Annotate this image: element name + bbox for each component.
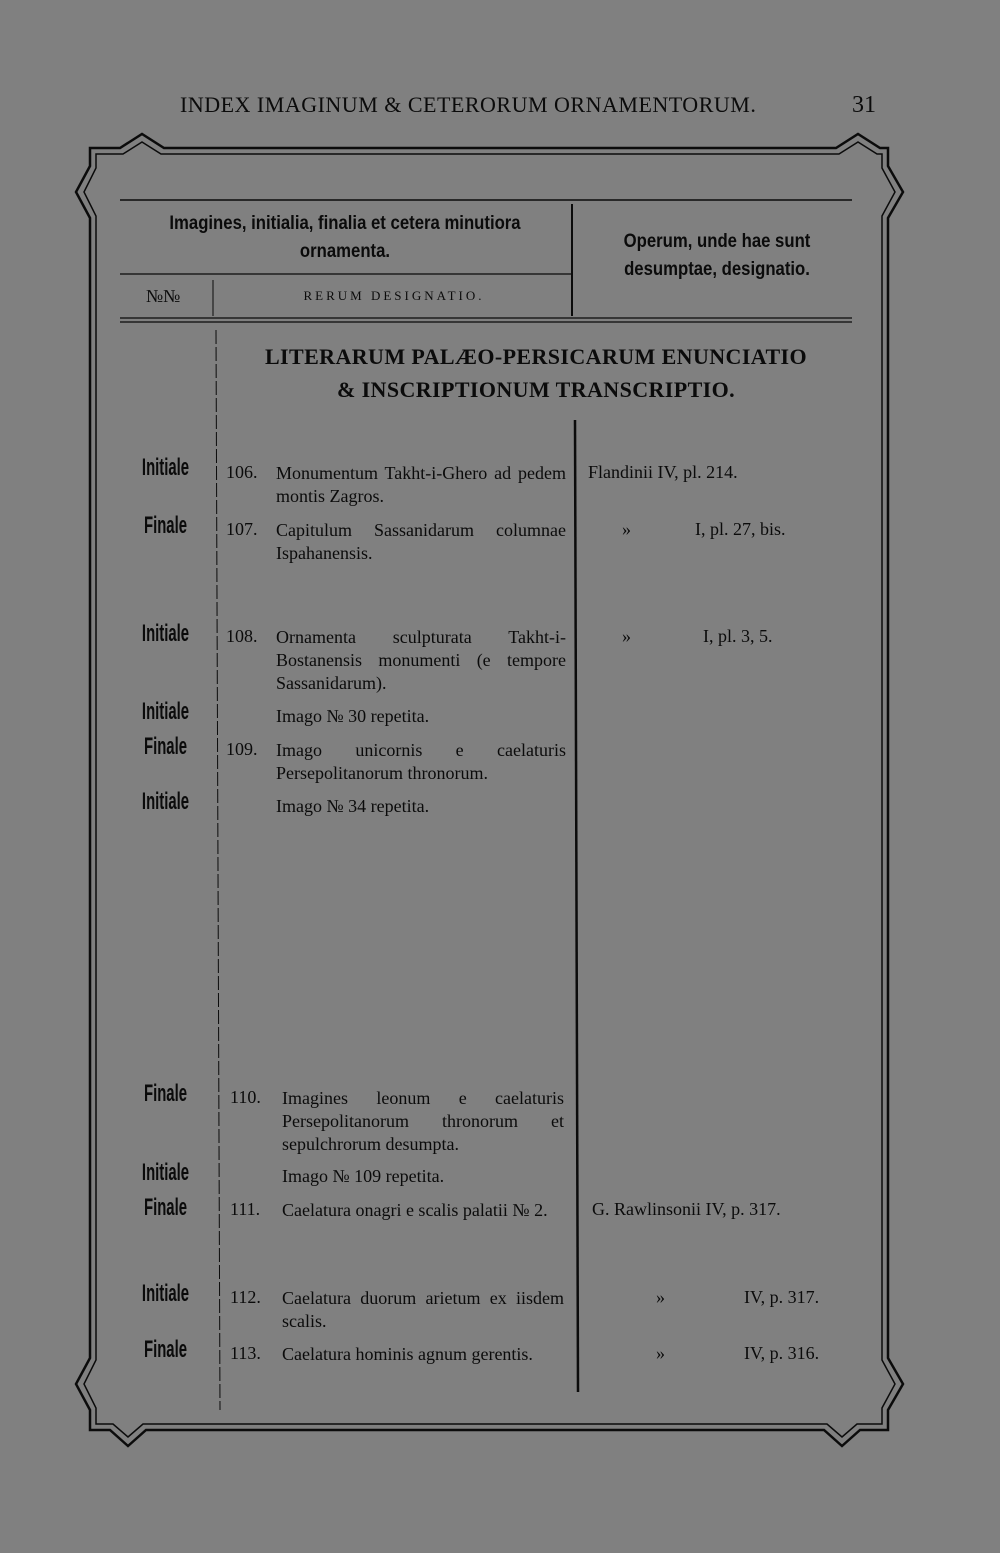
row-number: 111. <box>230 1199 261 1219</box>
row-label: Initiale <box>141 1159 190 1186</box>
row-description: Capitulum Sassanidarum columnae Ispahanensis. <box>276 520 566 563</box>
row-source: IV, p. 316. <box>744 1343 820 1363</box>
right-column-heading: Operum, unde hae sunt desumptae, designatio. <box>623 231 811 280</box>
row-number: 107. <box>226 519 258 539</box>
row-description: Imago unicornis e caelaturis Persepolitanorum thronorum. <box>276 740 566 783</box>
row-label: Finale <box>143 1080 187 1107</box>
row-number: 108. <box>226 626 258 646</box>
row-source-ditto: » <box>656 1343 665 1363</box>
row-description: Caelatura hominis agnum gerentis. <box>282 1344 533 1364</box>
row-source-ditto: » <box>656 1287 665 1307</box>
frame-outer <box>76 134 903 1446</box>
row-description: Imagines leonum e caelaturis Persepolitanorum thronorum et sepulchrorum desumpta. <box>282 1088 564 1154</box>
running-title: INDEX IMAGINUM & CETERORUM ORNAMENTORUM. <box>180 92 757 117</box>
row-label: Initiale <box>141 620 190 647</box>
row-label: Initiale <box>141 698 190 725</box>
row-source: I, pl. 27, bis. <box>695 519 786 539</box>
row-description: Caelatura onagri e scalis palatii № 2. <box>282 1200 548 1220</box>
row-label: Initiale <box>141 1280 190 1307</box>
designation-column-heading: RERUM DESIGNATIO. <box>303 288 485 303</box>
row-source: I, pl. 3, 5. <box>703 626 773 646</box>
row-description: Imago № 30 repetita. <box>276 706 430 726</box>
row-number: 110. <box>230 1087 261 1107</box>
left-column-heading: Imagines, initialia, finalia et cetera minutiora ornamenta. <box>169 213 521 262</box>
row-number: 109. <box>226 739 258 759</box>
row-source-ditto: » <box>622 519 631 539</box>
row-source: G. Rawlinsonii IV, p. 317. <box>592 1199 781 1219</box>
row-number: 106. <box>226 462 258 482</box>
row-description: Imago № 109 repetita. <box>282 1166 445 1186</box>
section-title-line-2: & INSCRIPTIONUM TRANSCRIPTIO. <box>336 377 736 402</box>
frame-inner <box>84 142 895 1437</box>
row-description: Monumentum Takht-i-Ghero ad pedem montis Zagros. <box>276 463 566 506</box>
row-description: Caelatura duorum arietum ex iisdem scalis. <box>282 1288 564 1331</box>
row-source: IV, p. 317. <box>744 1287 820 1307</box>
row-label: Finale <box>143 1194 187 1221</box>
row-label: Initiale <box>141 788 190 815</box>
section-title <box>216 340 856 406</box>
row-label: Finale <box>143 733 187 760</box>
number-column-heading: №№ <box>146 286 181 306</box>
row-label: Finale <box>143 1336 187 1363</box>
row-label: Finale <box>143 512 187 539</box>
row-number: 113. <box>230 1343 261 1363</box>
row-source: Flandinii IV, pl. 214. <box>588 462 738 482</box>
row-source-ditto: » <box>622 626 631 646</box>
row-number: 112. <box>230 1287 261 1307</box>
page-number: 31 <box>852 92 876 118</box>
section-title-line-1: LITERARUM PALÆO-PERSICARUM ENUNCIATIO <box>264 344 807 369</box>
source-column-divider <box>575 420 578 1392</box>
row-description: Ornamenta sculpturata Takht-i-Bostanensis monumenti (e tempore Sassanidarum). <box>276 627 566 693</box>
row-label: Initiale <box>141 454 190 481</box>
label-column-divider <box>216 330 220 1410</box>
row-description: Imago № 34 repetita. <box>276 796 430 816</box>
